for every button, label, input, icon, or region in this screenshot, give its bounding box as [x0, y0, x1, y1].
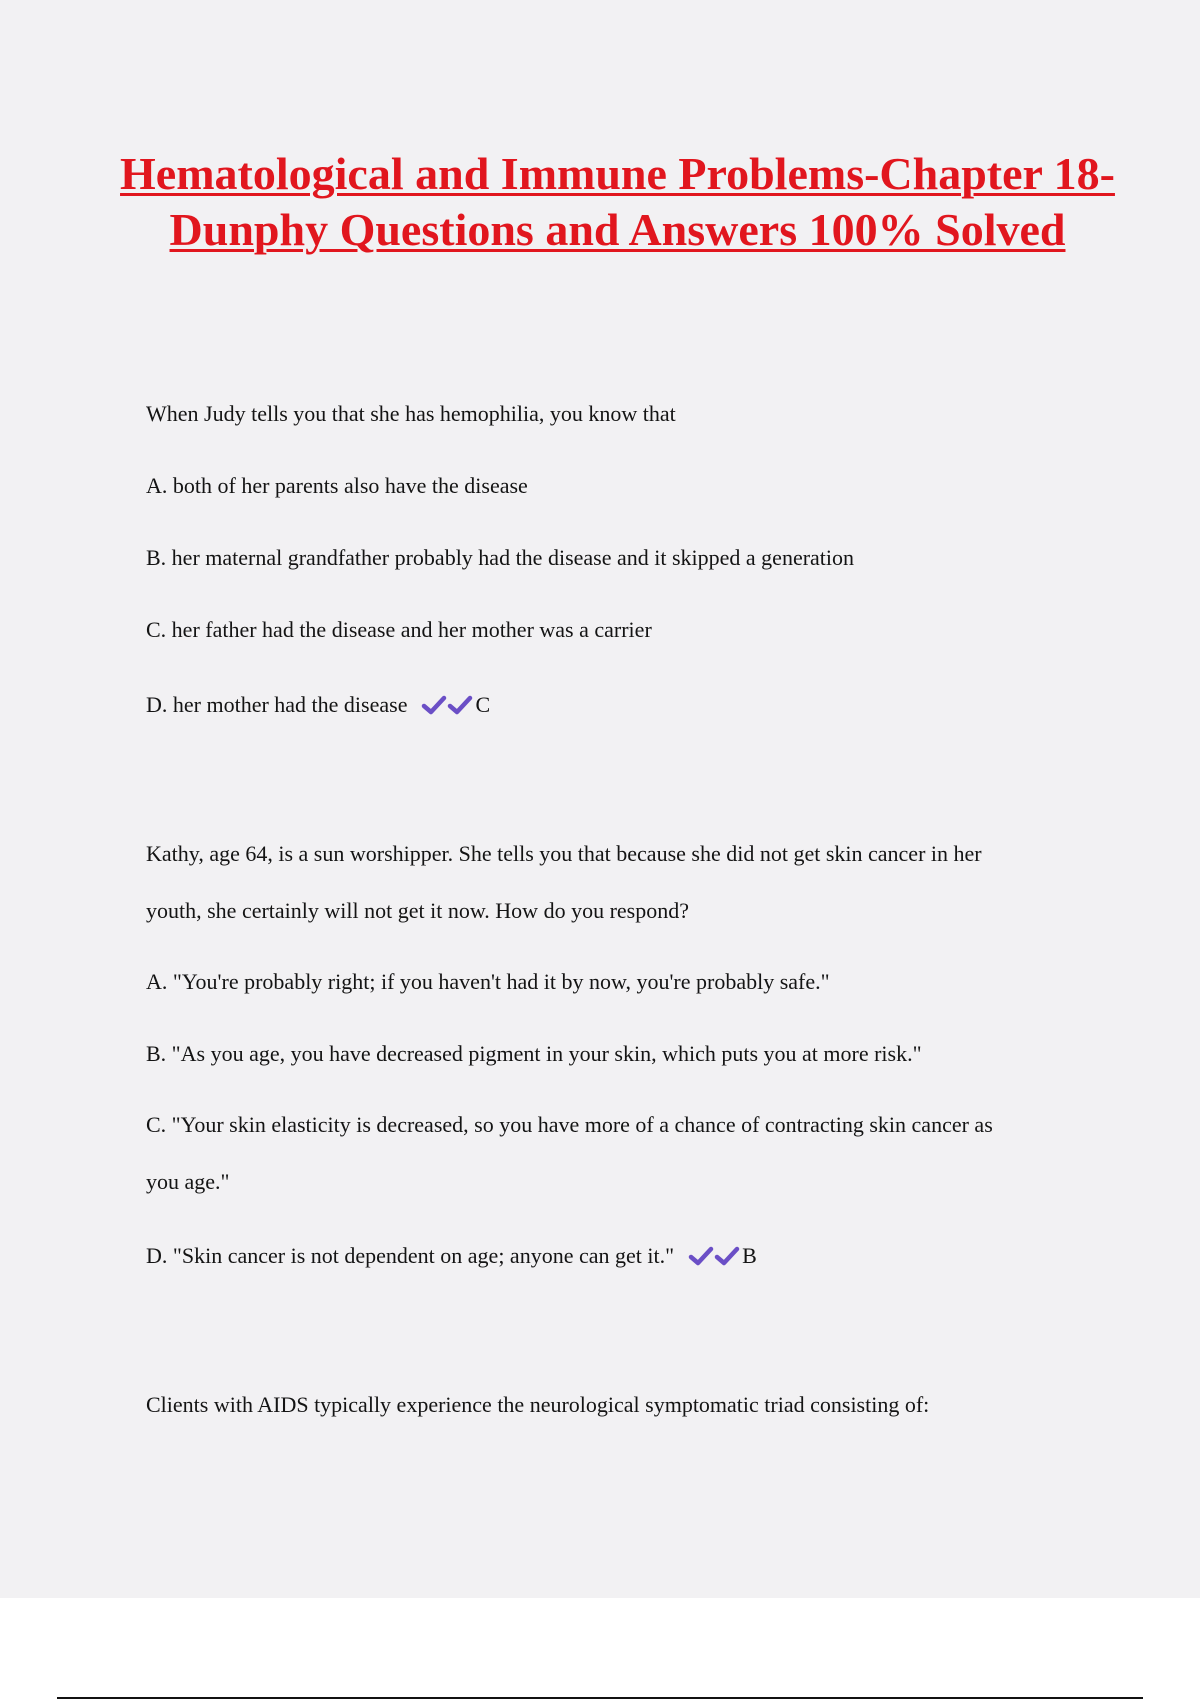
question-1-option-b: B. her maternal grandfather probably had the disease and it skipped a generation: [146, 545, 855, 570]
question-3-stem: Clients with AIDS typically experience the neurological symptomatic triad consisting of:: [146, 1392, 930, 1417]
question-2-answer: B: [742, 1243, 757, 1268]
question-2-option-c-line-2: you age.": [146, 1169, 230, 1194]
footer-divider: [57, 1697, 1143, 1699]
question-1-answer: C: [475, 692, 491, 717]
question-2-option-c-line-1: C. "Your skin elasticity is decreased, so you have more of a chance of contracting skin cancer as: [146, 1112, 993, 1137]
question-1-option-d-row: [146, 691, 490, 719]
check-icon: [688, 1245, 714, 1267]
question-2-option-a: A. "You're probably right; if you haven't had it by now, you're probably safe.": [146, 969, 830, 994]
question-2-option-d: D. "Skin cancer is not dependent on age; anyone can get it.": [146, 1243, 675, 1268]
question-1-option-c: C. her father had the disease and her mother was a carrier: [146, 617, 652, 642]
question-2-stem-line-1: Kathy, age 64, is a sun worshipper. She tells you that because she did not get skin cancer in her: [146, 841, 982, 866]
document-title: Hematological and Immune Problems-Chapter 18-Dunphy Questions and Answers 100% Solved: [120, 148, 1115, 255]
check-icon: [421, 694, 447, 716]
question-1-option-a: A. both of her parents also have the disease: [146, 473, 528, 498]
question-2-stem-line-2: youth, she certainly will not get it now. How do you respond?: [146, 898, 689, 923]
question-1-option-d: D. her mother had the disease: [146, 692, 408, 717]
check-icon: [714, 1245, 740, 1267]
question-1-stem: When Judy tells you that she has hemophilia, you know that: [146, 401, 676, 426]
check-icon: [447, 694, 473, 716]
question-2-option-b: B. "As you age, you have decreased pigment in your skin, which puts you at more risk.": [146, 1041, 922, 1066]
question-2-option-d-row: [146, 1242, 757, 1270]
